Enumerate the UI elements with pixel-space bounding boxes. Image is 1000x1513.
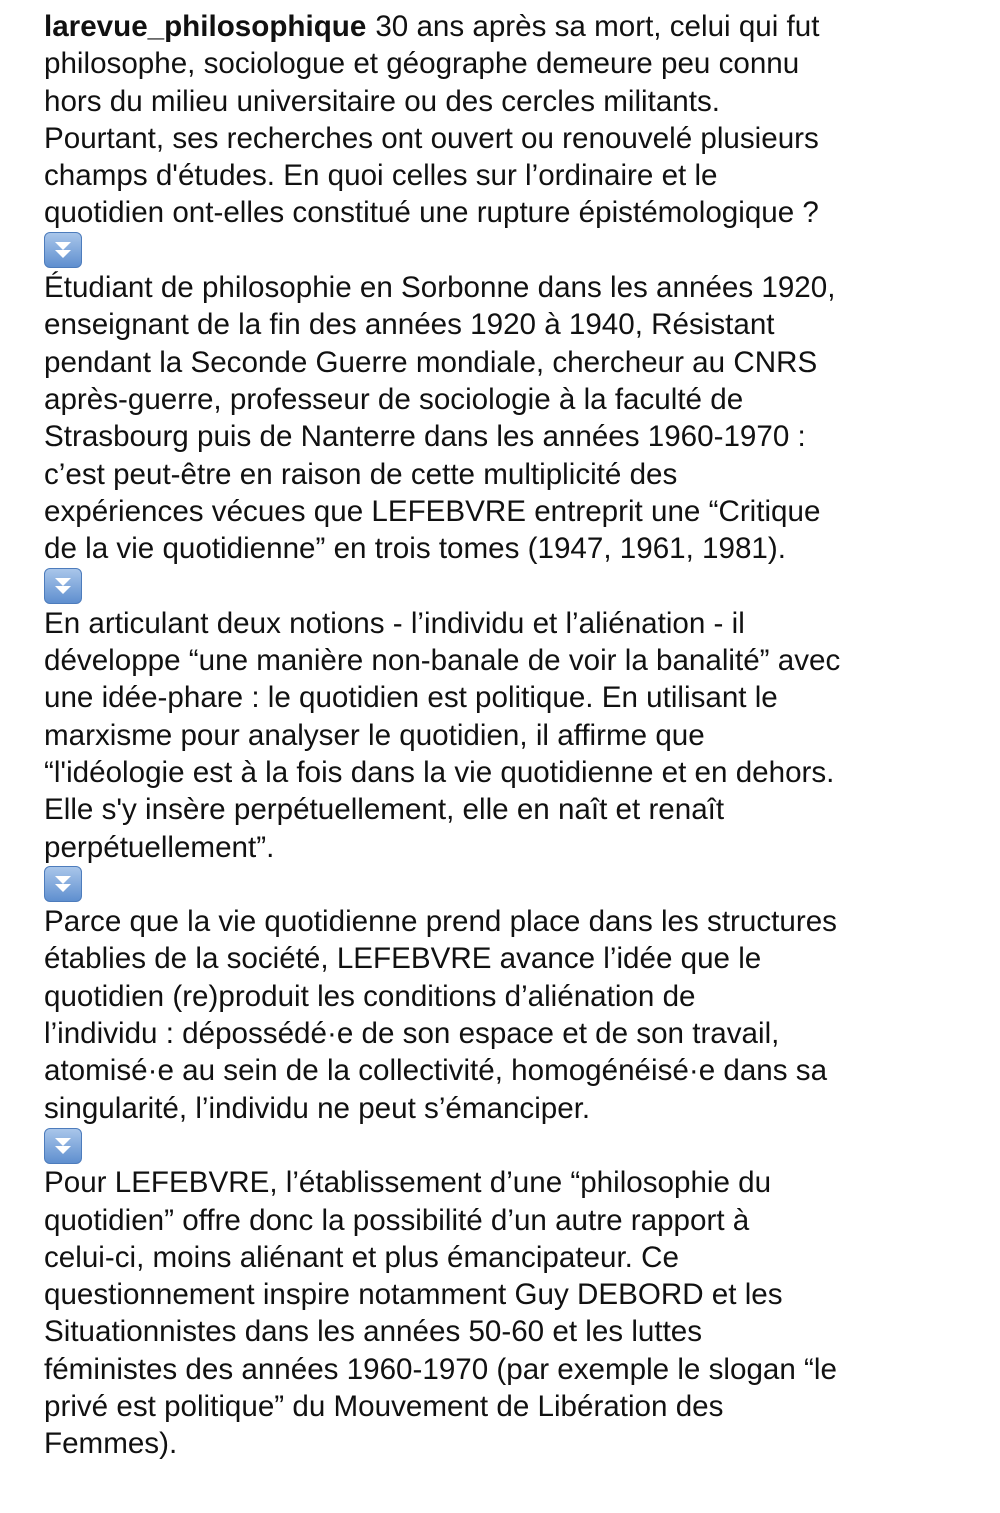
separator (44, 232, 974, 269)
post-caption (44, 8, 974, 1463)
caption-line: Étudiant de philosophie en Sorbonne dans les années 1920, (44, 271, 836, 305)
caption-line: questionnement inspire notamment Guy DEBORD et les (44, 1278, 783, 1312)
username-link[interactable]: larevue_philosophique (44, 10, 367, 43)
caption-line: atomisé·e au sein de la collectivité, homogénéisé·e dans sa (44, 1054, 828, 1088)
caption-line: Pourtant, ses recherches ont ouvert ou renouvelé plusieurs (44, 121, 819, 155)
caption-line: expériences vécues que LEFEBVRE entreprit une “Critique (44, 494, 821, 528)
caption-line: Strasbourg puis de Nanterre dans les années 1960-1970 : (44, 420, 806, 454)
caption-line: enseignant de la fin des années 1920 à 1940, Résistant (44, 308, 775, 342)
caption-line: établies de la société, LEFEBVRE avance l’idée que le (44, 942, 762, 976)
double-down-arrow-icon (44, 568, 82, 604)
caption-line: après-guerre, professeur de sociologie à la faculté de (44, 382, 744, 416)
caption-line: Femmes). (44, 1427, 178, 1461)
caption-paragraph-4 (44, 1164, 974, 1462)
caption-line: privé est politique” du Mouvement de Libération des (44, 1389, 724, 1423)
caption-line: perpétuellement”. (44, 830, 275, 864)
caption-line: celui-ci, moins aliénant et plus émancipateur. Ce (44, 1240, 679, 1274)
caption-line: 30 ans après sa mort, celui qui fut (375, 10, 820, 43)
caption-line: quotidien (re)produit les conditions d’aliénation de (44, 979, 696, 1013)
caption-line: hors du milieu universitaire ou des cercles militants. (44, 84, 721, 118)
double-down-arrow-icon (44, 1128, 82, 1164)
caption-line: quotidien ont-elles constitué une rupture épistémologique ? (44, 196, 819, 230)
caption-line: singularité, l’individu ne peut s’émanciper. (44, 1091, 591, 1125)
separator (44, 567, 974, 604)
caption-intro (44, 8, 974, 232)
caption-paragraph-2 (44, 605, 974, 866)
caption-line: Situationnistes dans les années 50-60 et les luttes (44, 1315, 703, 1349)
caption-paragraph-3 (44, 903, 974, 1127)
caption-line: développe “une manière non-banale de voir la banalité” avec (44, 644, 841, 678)
caption-line: féministes des années 1960-1970 (par exemple le slogan “le (44, 1352, 837, 1386)
separator (44, 1127, 974, 1164)
double-down-arrow-icon (44, 866, 82, 902)
caption-line: champs d'études. En quoi celles sur l’ordinaire et le (44, 159, 718, 193)
caption-line: “l'idéologie est à la fois dans la vie quotidienne et en dehors. (44, 755, 835, 789)
caption-line: marxisme pour analyser le quotidien, il affirme que (44, 718, 705, 752)
caption-line: quotidien” offre donc la possibilité d’un autre rapport à (44, 1203, 750, 1237)
caption-line: En articulant deux notions - l’individu et l’aliénation - il (44, 606, 745, 640)
caption-line: Elle s'y insère perpétuellement, elle en naît et renaît (44, 793, 725, 827)
caption-line: philosophe, sociologue et géographe demeure peu connu (44, 47, 800, 81)
caption-line: Parce que la vie quotidienne prend place dans les structures (44, 905, 837, 939)
caption-line: Pour LEFEBVRE, l’établissement d’une “philosophie du (44, 1166, 772, 1200)
caption-paragraph-1 (44, 269, 974, 567)
caption-line: pendant la Seconde Guerre mondiale, chercheur au CNRS (44, 345, 818, 379)
double-down-arrow-icon (44, 232, 82, 268)
caption-line: de la vie quotidienne” en trois tomes (1947, 1961, 1981). (44, 532, 786, 566)
caption-line: l’individu : dépossédé·e de son espace et de son travail, (44, 1017, 780, 1051)
caption-line: une idée-phare : le quotidien est politique. En utilisant le (44, 681, 778, 715)
caption-line: c’est peut-être en raison de cette multiplicité des (44, 457, 678, 491)
separator (44, 866, 974, 903)
